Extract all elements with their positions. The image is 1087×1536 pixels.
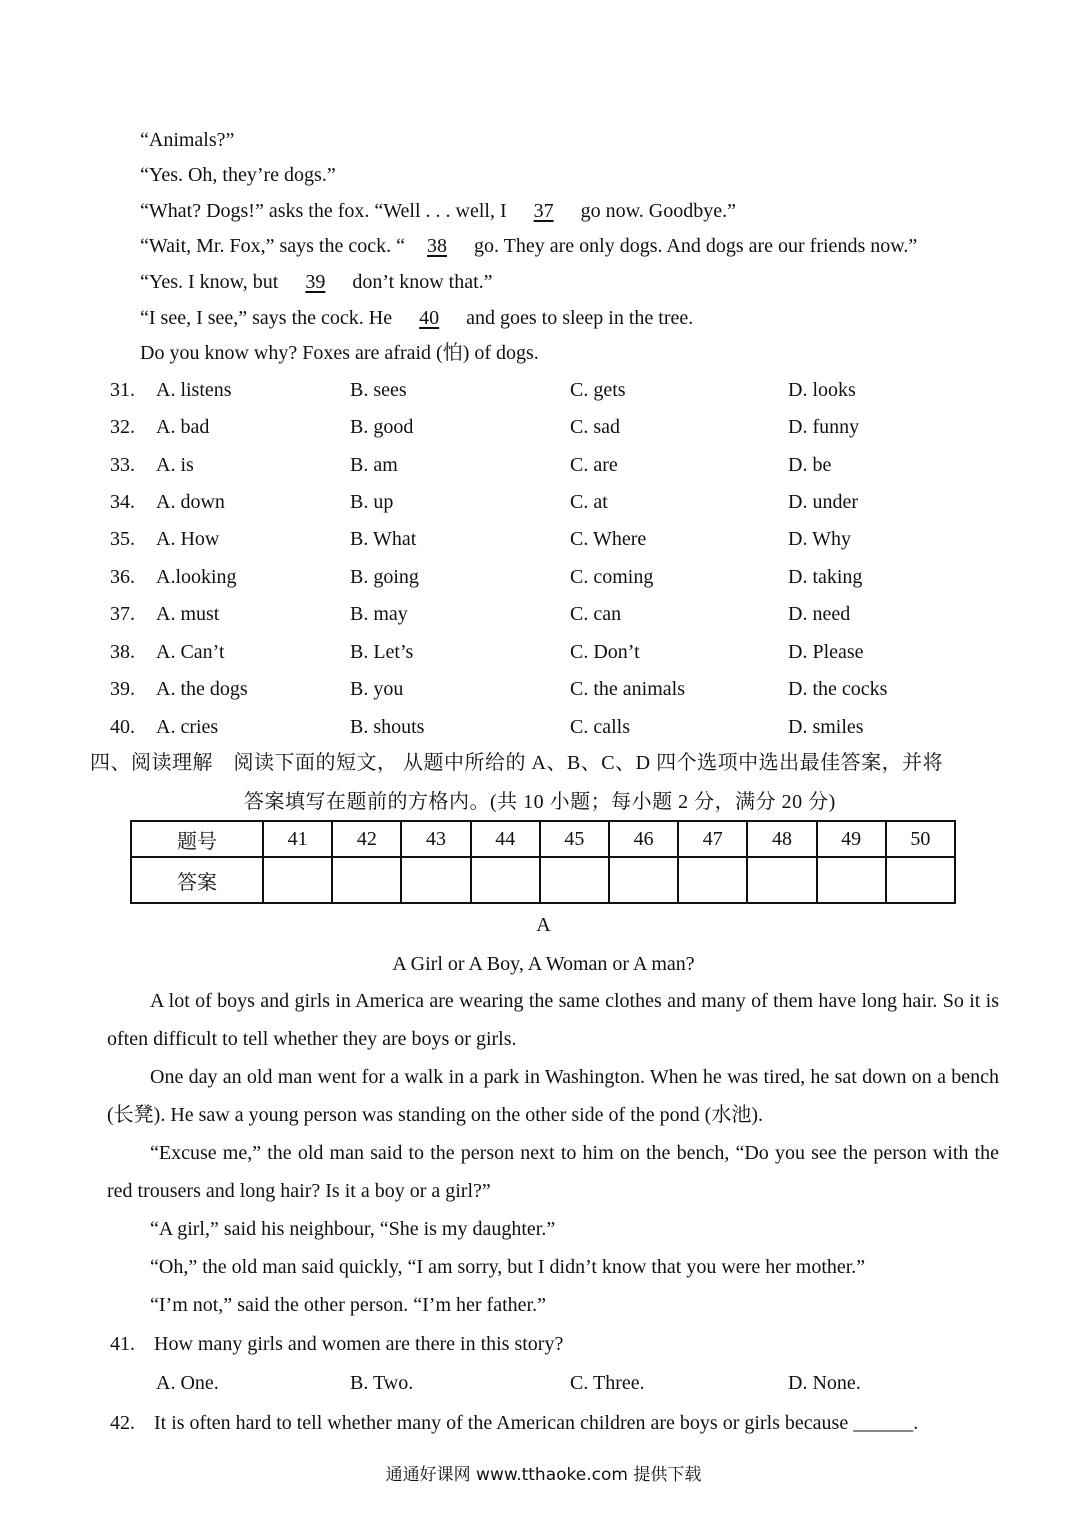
question-text: It is often hard to tell whether many of the American children are boys or girls because ______. [154,1412,919,1434]
option-a: A. the dogs [156,678,248,700]
option-a: A. bad [156,416,210,438]
blank-38: 38 [427,235,447,257]
paragraph-3: “Excuse me,” the old man said to the person next to him on the bench, “Do you see the person with the red trousers and long hair? Is it a boy or a girl?” [107,1142,999,1202]
option-d: D. looks [788,379,856,401]
answer-cell[interactable] [401,857,470,903]
table-row [131,857,955,903]
dialogue-text: go. They are only dogs. And dogs are our friends now.” [469,235,918,257]
paragraph-2: One day an old man went for a walk in a park in Washington. When he was tired, he sat down on a bench (长凳). He saw a young person was standing on the other side of the pond (水池). [107,1066,999,1126]
option-b: B. going [350,566,419,588]
question-number: 32. [110,416,135,438]
question-number-cell: 48 [747,821,816,857]
option-a: A. down [156,491,225,513]
question-number-cell: 50 [886,821,955,857]
option-d: D. be [788,454,832,476]
question-number: 36. [110,566,135,588]
option-a: A. How [156,528,220,550]
option-c: C. sad [570,416,620,438]
question-number: 41. [110,1333,135,1355]
option-c: C. the animals [570,678,685,700]
dialogue-text: “What? Dogs!” asks the fox. “Well . . . well, I [140,200,512,222]
paragraph-6: “I’m not,” said the other person. “I’m her father.” [150,1294,546,1316]
option-c: C. are [570,454,618,476]
table-header-cell: 题号 [131,821,263,857]
option-c: C. gets [570,379,626,401]
paragraph-1: A lot of boys and girls in America are wearing the same clothes and many of them have long hair. So it is often difficult to tell whether they are boys or girls. [107,990,999,1050]
answer-cell[interactable] [609,857,678,903]
option-d: D. need [788,603,851,625]
option-d: D. taking [788,566,863,588]
page-footer: 通通好课网 www.tthaoke.com 提供下载 [385,1465,702,1485]
question-number: 31. [110,379,135,401]
answer-cell[interactable] [678,857,747,903]
question-number: 40. [110,716,135,738]
option-c: C. Don’t [570,641,640,663]
dialogue-text: “Wait, Mr. Fox,” says the cock. “ [140,235,405,257]
question-number: 37. [110,603,135,625]
paragraph-4: “A girl,” said his neighbour, “She is my daughter.” [150,1218,556,1240]
question-number: 42. [110,1412,135,1434]
question-number-cell: 45 [540,821,609,857]
option-d: D. Please [788,641,864,663]
table-header-cell: 答案 [131,857,263,903]
option-b: B. may [350,603,408,625]
option-c: C. at [570,491,608,513]
dialogue-line-7: Do you know why? Foxes are afraid (怕) of dogs. [140,342,539,364]
option-b: B. sees [350,379,407,401]
question-number-cell: 43 [401,821,470,857]
option-d: D. funny [788,416,860,438]
answer-cell[interactable] [263,857,332,903]
option-d: D. None. [788,1372,861,1394]
question-number-cell: 47 [678,821,747,857]
option-c: C. coming [570,566,654,588]
passage-title: A Girl or A Boy, A Woman or A man? [392,953,695,975]
option-b: B. What [350,528,417,550]
option-a: A. listens [156,379,232,401]
dialogue-text: “I see, I see,” says the cock. He [140,307,398,329]
option-c: C. Where [570,528,647,550]
option-a: A. must [156,603,220,625]
answer-cell[interactable] [747,857,816,903]
option-b: B. am [350,454,398,476]
answer-cell[interactable] [332,857,401,903]
answer-cell[interactable] [817,857,886,903]
dialogue-text: and goes to sleep in the tree. [461,307,694,329]
option-a: A.looking [156,566,237,588]
option-c: C. calls [570,716,630,738]
option-d: D. the cocks [788,678,888,700]
dialogue-text: don’t know that.” [347,271,493,293]
section-instructions: 答案填写在题前的方格内。(共 10 小题；每小题 2 分，满分 20 分) [244,791,836,813]
question-number: 35. [110,528,135,550]
answer-cell[interactable] [886,857,955,903]
option-b: B. shouts [350,716,425,738]
option-b: B. Let’s [350,641,414,663]
question-number: 38. [110,641,135,663]
question-number-cell: 46 [609,821,678,857]
dialogue-line-1: “Animals?” [140,129,235,151]
dialogue-text: go now. Goodbye.” [575,200,736,222]
dialogue-text: “Yes. I know, but [140,271,284,293]
question-number-cell: 42 [332,821,401,857]
question-number: 39. [110,678,135,700]
question-number: 34. [110,491,135,513]
passage-letter: A [536,914,551,936]
answer-cell[interactable] [540,857,609,903]
paragraph-5: “Oh,” the old man said quickly, “I am sorry, but I didn’t know that you were her mother.” [150,1256,866,1278]
answer-table [130,820,956,904]
option-c: C. Three. [570,1372,645,1394]
option-a: A. is [156,454,194,476]
blank-40: 40 [419,307,440,329]
dialogue-line-2: “Yes. Oh, they’re dogs.” [140,164,336,186]
option-b: B. up [350,491,394,513]
dialogue-line-5 [140,269,493,295]
question-text: How many girls and women are there in this story? [154,1333,564,1355]
question-number-cell: 49 [817,821,886,857]
blank-39: 39 [305,271,326,293]
option-d: D. Why [788,528,851,550]
option-d: D. smiles [788,716,864,738]
answer-cell[interactable] [471,857,540,903]
question-number-cell: 44 [471,821,540,857]
blank-37: 37 [533,200,554,222]
option-d: D. under [788,491,858,513]
question-number-cell: 41 [263,821,332,857]
option-a: A. Can’t [156,641,225,663]
option-a: A. One. [156,1372,219,1394]
option-b: B. you [350,678,404,700]
option-b: B. Two. [350,1372,414,1394]
dialogue-line-4 [140,233,917,259]
question-number: 33. [110,454,135,476]
dialogue-line-3 [140,198,736,224]
dialogue-line-6 [140,305,693,331]
option-a: A. cries [156,716,219,738]
option-b: B. good [350,416,414,438]
section-heading: 四、阅读理解 阅读下面的短文， 从题中所给的 A、B、C、D 四个选项中选出最佳答案，并将 [90,752,944,774]
table-row [131,821,955,857]
option-c: C. can [570,603,622,625]
